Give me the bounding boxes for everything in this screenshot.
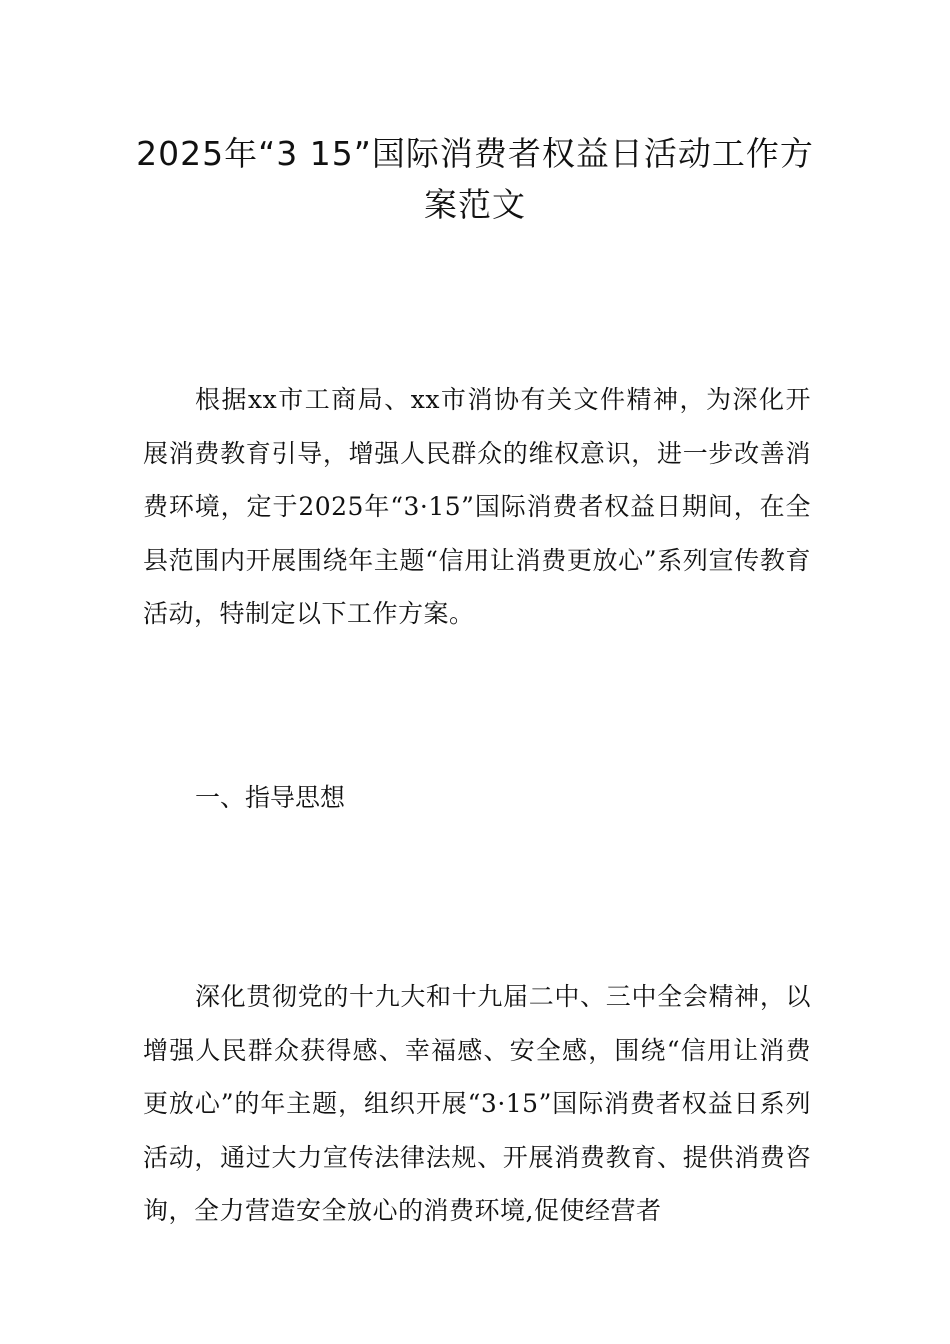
section-heading-guiding-ideology: 一、指导思想 bbox=[195, 783, 346, 812]
document-title: 2025年“3 15”国际消费者权益日活动工作方案范文 bbox=[136, 134, 814, 224]
guiding-ideology-paragraph: 深化贯彻党的十九大和十九届二中、三中全会精神，以增强人民群众获得感、幸福感、安全感，围绕“信用让消费更放心”的年主题，组织开展“3·15”国际消费者权益日系列活动，通过大力宣传法律法规、开展消费教育、提供消费咨询，全力营造安全放心的消费环境,促使经营者 bbox=[143, 982, 811, 1225]
intro-paragraph: 根据xx市工商局、xx市消协有关文件精神，为深化开展消费教育引导，增强人民群众的维权意识，进一步改善消费环境，定于2025年“3·15”国际消费者权益日期间，在全县范围内开展围绕年主题“信用让消费更放心”系列宣传教育活动，特制定以下工作方案。 bbox=[143, 385, 811, 628]
